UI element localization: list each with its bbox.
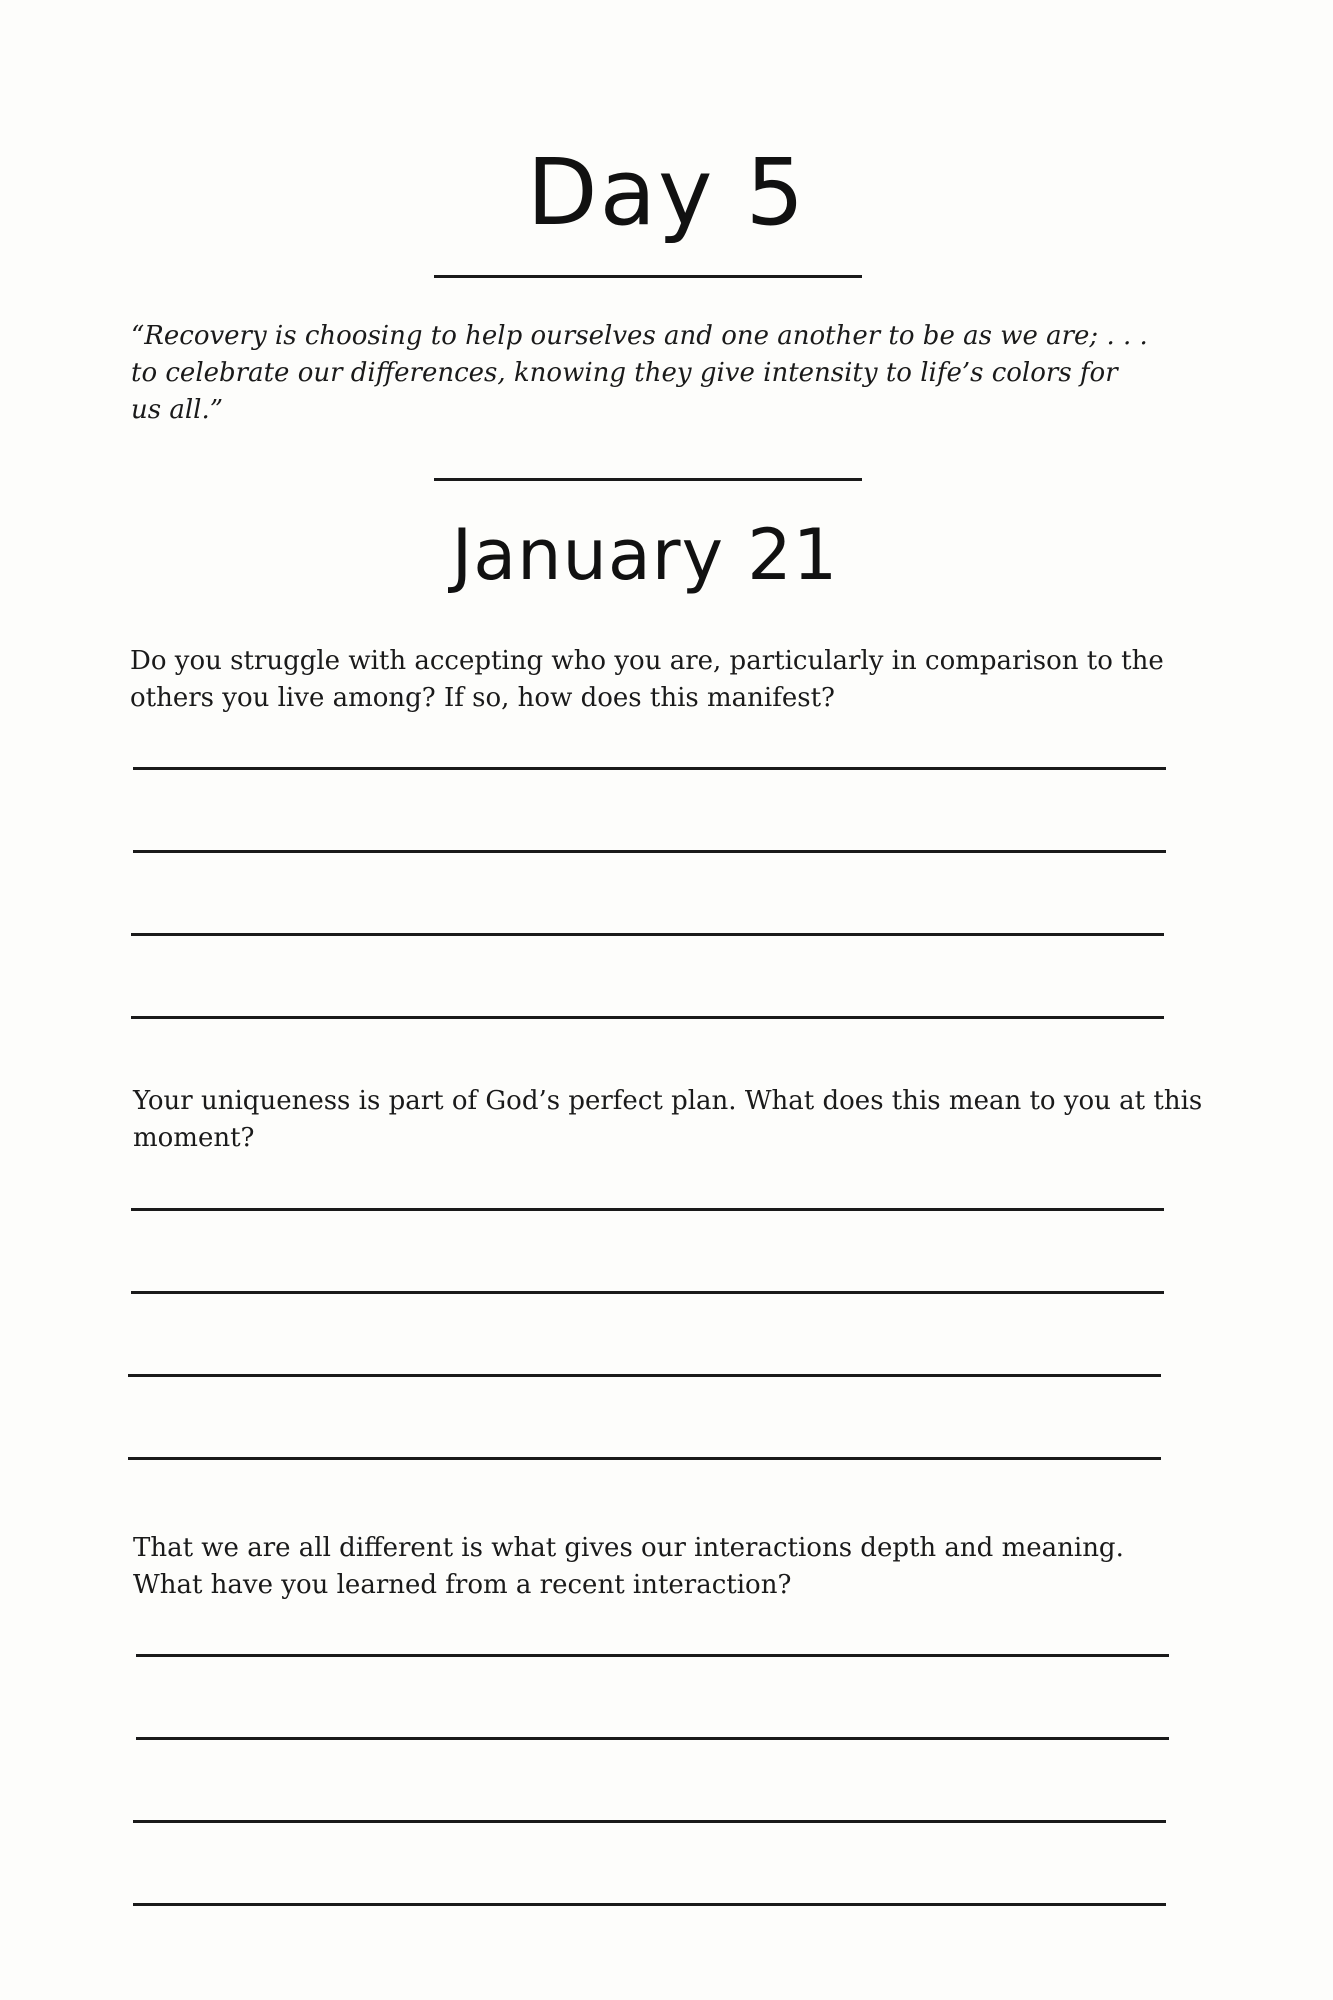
- answer-line[interactable]: [133, 767, 1166, 770]
- divider-top: [434, 275, 862, 278]
- answer-line[interactable]: [131, 1291, 1164, 1294]
- page-title: Day 5: [526, 139, 807, 246]
- divider-bottom: [434, 478, 862, 481]
- answer-line[interactable]: [131, 933, 1164, 936]
- prompt-2-question: Your uniqueness is part of God’s perfect plan. What does this mean to you at this moment?: [133, 1086, 1203, 1153]
- answer-line[interactable]: [128, 1457, 1161, 1460]
- answer-line[interactable]: [128, 1374, 1161, 1377]
- answer-line[interactable]: [131, 1016, 1164, 1019]
- date-title: January 21: [451, 514, 839, 596]
- prompt-1-question: Do you struggle with accepting who you are, particularly in comparison to the others you live among? If so, how does this manifest?: [130, 646, 1164, 713]
- answer-line[interactable]: [133, 1903, 1166, 1906]
- answer-line[interactable]: [136, 1737, 1169, 1740]
- answer-line[interactable]: [133, 850, 1166, 853]
- answer-line[interactable]: [136, 1654, 1169, 1657]
- answer-line[interactable]: [133, 1820, 1166, 1823]
- answer-line[interactable]: [131, 1208, 1164, 1211]
- prompt-3-question: That we are all different is what gives our interactions depth and meaning. What have you learned from a recent interaction?: [133, 1533, 1124, 1600]
- quote: “Recovery is choosing to help ourselves and one another to be as we are; . . . to celebrate our differences, knowing they give intensity to life’s colors for us all.”: [131, 321, 1148, 425]
